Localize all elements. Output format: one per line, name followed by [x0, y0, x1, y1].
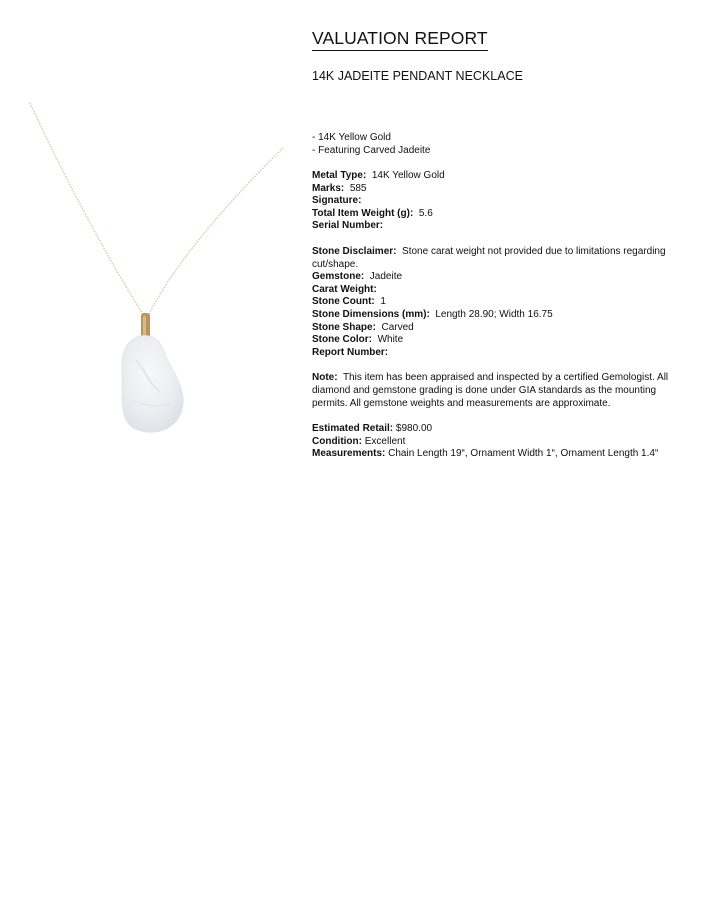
report-title: VALUATION REPORT	[312, 28, 488, 51]
detail-row: Signature:	[312, 195, 362, 207]
detail-row: Metal Type: 14K Yellow Gold	[312, 170, 445, 181]
detail-row: Serial Number:	[312, 220, 384, 232]
pendant-photo	[0, 0, 300, 921]
chain-left	[30, 103, 144, 316]
valuation-report	[312, 28, 672, 461]
detail-row: Total Item Weight (g): 5.6	[312, 207, 433, 219]
detail-row: Carat Weight:	[312, 283, 377, 295]
detail-row: Condition: Excellent	[312, 435, 406, 447]
detail-row: Marks: 585	[312, 182, 367, 194]
item-title: 14K JADEITE PENDANT NECKLACE	[312, 69, 523, 83]
note-paragraph: Note: This item has been appraised and inspected by a certified Gemologist. All diamond and gemstone grading is done under GIA standards as the mounting permits. All gemstone weights and measurements are approximate.	[312, 372, 669, 409]
detail-row: Stone Color: White	[312, 334, 404, 346]
detail-row: Gemstone: Jadeite	[312, 271, 403, 283]
detail-row: Report Number:	[312, 346, 389, 358]
metal-details	[312, 170, 672, 233]
feature-item: - Featuring Carved Jadeite	[312, 145, 431, 156]
detail-row: Stone Dimensions (mm): Length 28.90; Width 16.75	[312, 308, 553, 320]
detail-row: Estimated Retail: $980.00	[312, 423, 433, 435]
detail-row: Stone Count: 1	[312, 296, 386, 308]
detail-row: Measurements: Chain Length 19“, Ornament Width 1“, Ornament Length 1.4“	[312, 448, 659, 460]
detail-row: Stone Disclaimer: Stone carat weight not provided due to limitations regarding cut/shape.	[312, 245, 666, 270]
chain-right	[148, 148, 283, 316]
detail-row: Stone Shape: Carved	[312, 321, 414, 333]
retail-details	[312, 423, 672, 461]
stone-details	[312, 246, 672, 359]
feature-list	[312, 131, 672, 157]
feature-item: - 14K Yellow Gold	[312, 132, 391, 143]
